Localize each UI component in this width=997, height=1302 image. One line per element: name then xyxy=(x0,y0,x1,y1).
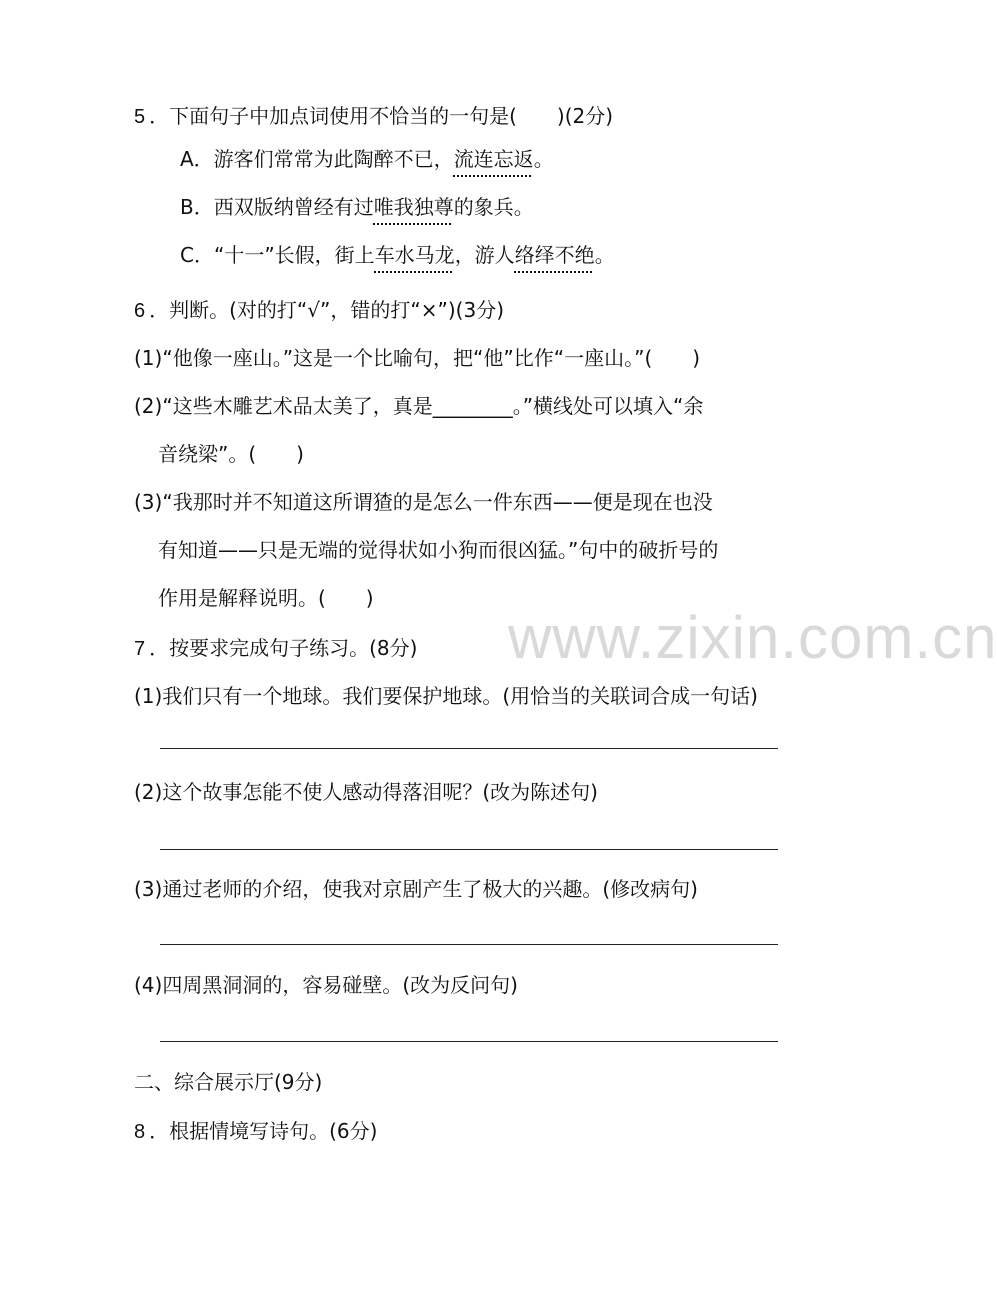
q6-item-3-line-1: (3)“我那时并不知道这所谓猹的是怎么一件东西——便是现在也没 xyxy=(134,490,713,514)
q7-number: 7 xyxy=(134,638,146,660)
q5-option-a xyxy=(180,149,554,169)
q6-item-3-line-2: 有知道——只是无端的觉得状如小狗而很凶猛。”句中的破折号的 xyxy=(158,538,719,562)
q6-item-3-line-3: 作用是解释说明。( ) xyxy=(158,586,374,610)
q5-option-a-dotted: 流连忘返 xyxy=(453,147,534,171)
q5-option-b xyxy=(180,197,534,217)
q7-answer-line-1[interactable] xyxy=(160,748,778,749)
q5-option-a-prefix: A．游客们常常为此陶醉不已， xyxy=(180,147,454,171)
q6-item-1: (1)“他像一座山。”这是一个比喻句，把“他”比作“一座山。”( ) xyxy=(134,346,701,370)
q6-number: 6 xyxy=(134,300,146,322)
q7-answer-line-4[interactable] xyxy=(160,1041,778,1042)
q8-number: 8 xyxy=(134,1121,146,1143)
q7-item-3: (3)通过老师的介绍，使我对京剧产生了极大的兴趣。(修改病句) xyxy=(134,877,698,901)
q5-option-c-dotted: 车水马龙 xyxy=(374,243,455,267)
section-2-title: 二、综合展示厅(9分) xyxy=(134,1070,323,1094)
q5-option-c-suffix: 。 xyxy=(594,243,615,267)
q5-option-b-suffix: 的象兵。 xyxy=(453,195,534,219)
q6-item-2-line-1: (2)“这些木雕艺术品太美了，真是________。”横线处可以填入“余 xyxy=(134,394,704,418)
q7-stem xyxy=(134,638,417,659)
q5-option-b-dotted: 唯我独尊 xyxy=(373,195,454,219)
q7-stem-text: ．按要求完成句子练习。(8分) xyxy=(149,636,418,660)
q7-answer-line-3[interactable] xyxy=(160,944,778,945)
q5-stem-text: ．下面句子中加点词使用不恰当的一句是( )(2分) xyxy=(149,104,614,128)
q5-stem xyxy=(134,106,613,127)
q8-stem xyxy=(134,1121,377,1142)
watermark: www.zixin.com.cn xyxy=(508,604,997,671)
q5-number: 5 xyxy=(134,106,146,128)
q6-stem xyxy=(134,300,504,321)
q7-item-2: (2)这个故事怎能不使人感动得落泪呢？(改为陈述句) xyxy=(134,780,598,804)
q5-option-c-dotted2: 络绎不绝 xyxy=(514,243,595,267)
q7-answer-line-2[interactable] xyxy=(160,849,778,850)
q5-option-c-mid: ，游人 xyxy=(454,243,515,267)
q7-item-1: (1)我们只有一个地球。我们要保护地球。(用恰当的关联词合成一句话) xyxy=(134,684,758,708)
q6-stem-text: ．判断。(对的打“√”，错的打“×”)(3分) xyxy=(149,298,505,322)
q5-option-c-prefix: C．“十一”长假，街上 xyxy=(180,243,375,267)
q8-stem-text: ．根据情境写诗句。(6分) xyxy=(149,1119,378,1143)
q7-item-4: (4)四周黑洞洞的，容易碰壁。(改为反问句) xyxy=(134,973,518,997)
q5-option-a-suffix: 。 xyxy=(533,147,554,171)
q5-option-c xyxy=(180,245,615,265)
q6-item-2-line-2: 音绕梁”。( ) xyxy=(158,442,304,466)
q5-option-b-prefix: B．西双版纳曾经有过 xyxy=(180,195,374,219)
